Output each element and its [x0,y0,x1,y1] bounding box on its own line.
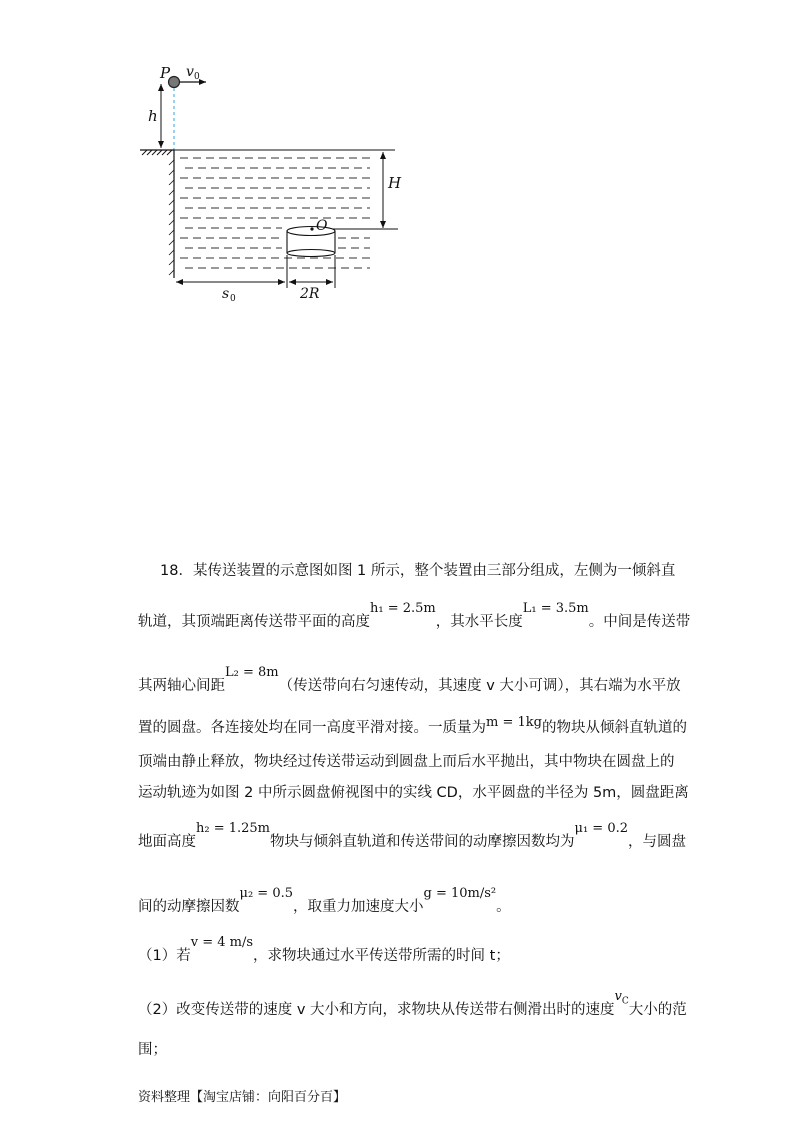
label-h: h [148,107,158,125]
question-2-cont: 围； [138,1042,167,1058]
problem-line-2 [138,601,691,633]
text: 。 [496,899,511,915]
label-v0-sub: 0 [194,72,200,82]
label-p: P [160,64,171,82]
text: ，与圆盘 [628,834,687,850]
text: （传送带向右匀速传动，其速度 v 大小可调），其右端为水平放 [278,678,681,694]
problem-line-4 [138,715,687,739]
text: 的物块从倾斜直轨道的 [541,720,687,736]
math-L1: L₁ = 3.5m [522,601,589,616]
math-mu1: μ₁ = 0.2 [574,821,629,836]
text: （1）若 [138,948,191,964]
label-2R: 2R [300,286,320,302]
problem-line-7 [138,821,687,853]
text: 物块与倾斜直轨道和传送带间的动摩擦因数均为 [270,834,575,850]
math-m: m = 1kg [486,715,542,730]
question-1 [138,935,510,967]
cylinder [287,227,335,257]
text: 地面高度 [138,834,196,850]
diagram-svg [0,0,800,320]
problem-line-5: 顶端由静止释放，物块经过传送带运动到圆盘上而后水平抛出，其中物块在圆盘上的 [138,754,675,770]
water-dashes [180,158,370,268]
math-L2: L₂ = 8m [225,665,279,680]
wall-hatch [169,160,174,275]
text: （2）改变传送带的速度 v 大小和方向，求物块从传送带右侧滑出时的速度 [138,1002,615,1018]
label-s0: s [222,286,230,302]
ball-p [169,77,180,88]
vC-symbol: v [614,989,622,1004]
footer: 资料整理【淘宝店铺：向阳百分百】 [138,1090,347,1105]
label-s0-sub: 0 [230,294,236,304]
math-h2: h₂ = 1.25m [196,821,271,836]
text: ，求物块通过水平传送带所需的时间 t； [253,948,510,964]
problem-line-3 [138,665,681,697]
physics-figure [0,0,800,320]
point-O [310,227,313,230]
text: 大小的范 [628,1002,687,1018]
text: 轨道，其顶端距离传送带平面的高度 [138,614,370,630]
vC-subscript: C [621,996,629,1007]
problem-line-6: 运动轨迹为如图 2 中所示圆盘俯视图中的实线 CD，水平圆盘的半径为 5m，圆盘距离 [138,785,689,801]
text: ，其水平长度 [435,614,523,630]
label-v0: v [186,64,194,80]
v0-arrowhead [199,79,206,85]
problem-line-1: 18．某传送装置的示意图如图 1 所示，整个装置由三部分组成，左侧为一倾斜直 [160,563,676,579]
label-H: H [388,174,402,192]
math-vC [614,989,629,1007]
question-2 [138,989,687,1026]
math-mu2: μ₂ = 0.5 [239,886,293,901]
ground-hatch [142,150,172,155]
math-h1: h₁ = 2.5m [370,601,436,616]
text: 置的圆盘。各连接处均在同一高度平滑对接。一质量为 [138,720,486,736]
text: ，取重力加速度大小 [293,899,424,915]
math-v: v = 4 m/s [190,935,254,950]
label-O: O [316,218,328,234]
math-g: g = 10m/s² [423,886,497,901]
problem-line-8 [138,886,511,918]
text: 其两轴心间距 [138,678,225,694]
text: 。中间是传送带 [588,614,691,630]
text: 间的动摩擦因数 [138,899,240,915]
